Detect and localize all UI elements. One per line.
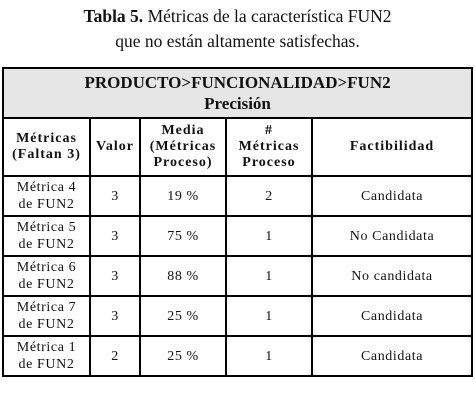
- cell-factibilidad: Candidata: [312, 176, 472, 216]
- cell-valor: 3: [90, 296, 140, 336]
- cell-factibilidad: Candidata: [312, 336, 472, 376]
- header-line: Métricas: [238, 139, 300, 154]
- cell-factibilidad: Candidata: [312, 296, 472, 336]
- caption-line-1: [0, 4, 475, 29]
- header-metricas: [3, 118, 90, 176]
- metrica-name: Métrica 1: [16, 340, 77, 355]
- header-valor: [90, 118, 140, 176]
- cell-metrica: [3, 296, 90, 336]
- table-header-row: [3, 118, 472, 176]
- header-num-metricas: [226, 118, 312, 176]
- cell-media: 75 %: [140, 216, 226, 256]
- cell-media: 19 %: [140, 176, 226, 216]
- cell-metrica: [3, 216, 90, 256]
- cell-factibilidad: No Candidata: [312, 216, 472, 256]
- cell-media: 25 %: [140, 296, 226, 336]
- cell-valor: 3: [90, 176, 140, 216]
- table-row: [3, 256, 472, 296]
- table-title-path: PRODUCTO>FUNCIONALIDAD>FUN2: [84, 73, 391, 92]
- metrica-characteristic: de FUN2: [18, 317, 75, 332]
- header-line: Factibilidad: [349, 139, 435, 154]
- cell-num-metricas: 1: [226, 256, 312, 296]
- caption-line-2: que no están altamente satisfechas.: [115, 31, 360, 51]
- header-line: Proceso: [242, 155, 296, 170]
- header-line: (Faltan 3): [12, 147, 81, 162]
- table-row: [3, 216, 472, 256]
- table-row: [3, 296, 472, 336]
- cell-metrica: [3, 336, 90, 376]
- caption-label: Tabla 5.: [83, 6, 144, 26]
- metrica-name: Métrica 6: [16, 260, 77, 275]
- cell-valor: 2: [90, 336, 140, 376]
- table-title-subcharacteristic: Precisión: [204, 94, 271, 113]
- cell-num-metricas: 2: [226, 176, 312, 216]
- metrics-table: [2, 67, 473, 377]
- header-line: #: [265, 123, 273, 138]
- caption-text-1: Métricas de la característica FUN2: [143, 6, 392, 26]
- cell-media: 25 %: [140, 336, 226, 376]
- metrica-characteristic: de FUN2: [18, 237, 75, 252]
- metrica-name: Métrica 4: [16, 180, 77, 195]
- cell-metrica: [3, 256, 90, 296]
- metrica-characteristic: de FUN2: [18, 277, 75, 292]
- cell-num-metricas: 1: [226, 216, 312, 256]
- cell-valor: 3: [90, 256, 140, 296]
- cell-factibilidad: No candidata: [312, 256, 472, 296]
- metrica-name: Métrica 7: [16, 300, 77, 315]
- header-line: Media: [161, 123, 205, 138]
- table-title-cell: [3, 68, 472, 118]
- cell-num-metricas: 1: [226, 336, 312, 376]
- header-line: Valor: [96, 139, 134, 154]
- table-title-row: [3, 68, 472, 118]
- metrica-name: Métrica 5: [16, 220, 77, 235]
- header-factibilidad: [312, 118, 472, 176]
- cell-media: 88 %: [140, 256, 226, 296]
- table-caption: [0, 4, 475, 54]
- header-line: Métricas: [16, 131, 77, 146]
- header-media: [140, 118, 226, 176]
- cell-valor: 3: [90, 216, 140, 256]
- header-line: (Métricas: [149, 139, 217, 154]
- cell-num-metricas: 1: [226, 296, 312, 336]
- cell-metrica: [3, 176, 90, 216]
- metrica-characteristic: de FUN2: [18, 197, 75, 212]
- header-line: Proceso): [153, 155, 213, 170]
- table-row: [3, 176, 472, 216]
- metrica-characteristic: de FUN2: [18, 357, 75, 372]
- table-row: [3, 336, 472, 376]
